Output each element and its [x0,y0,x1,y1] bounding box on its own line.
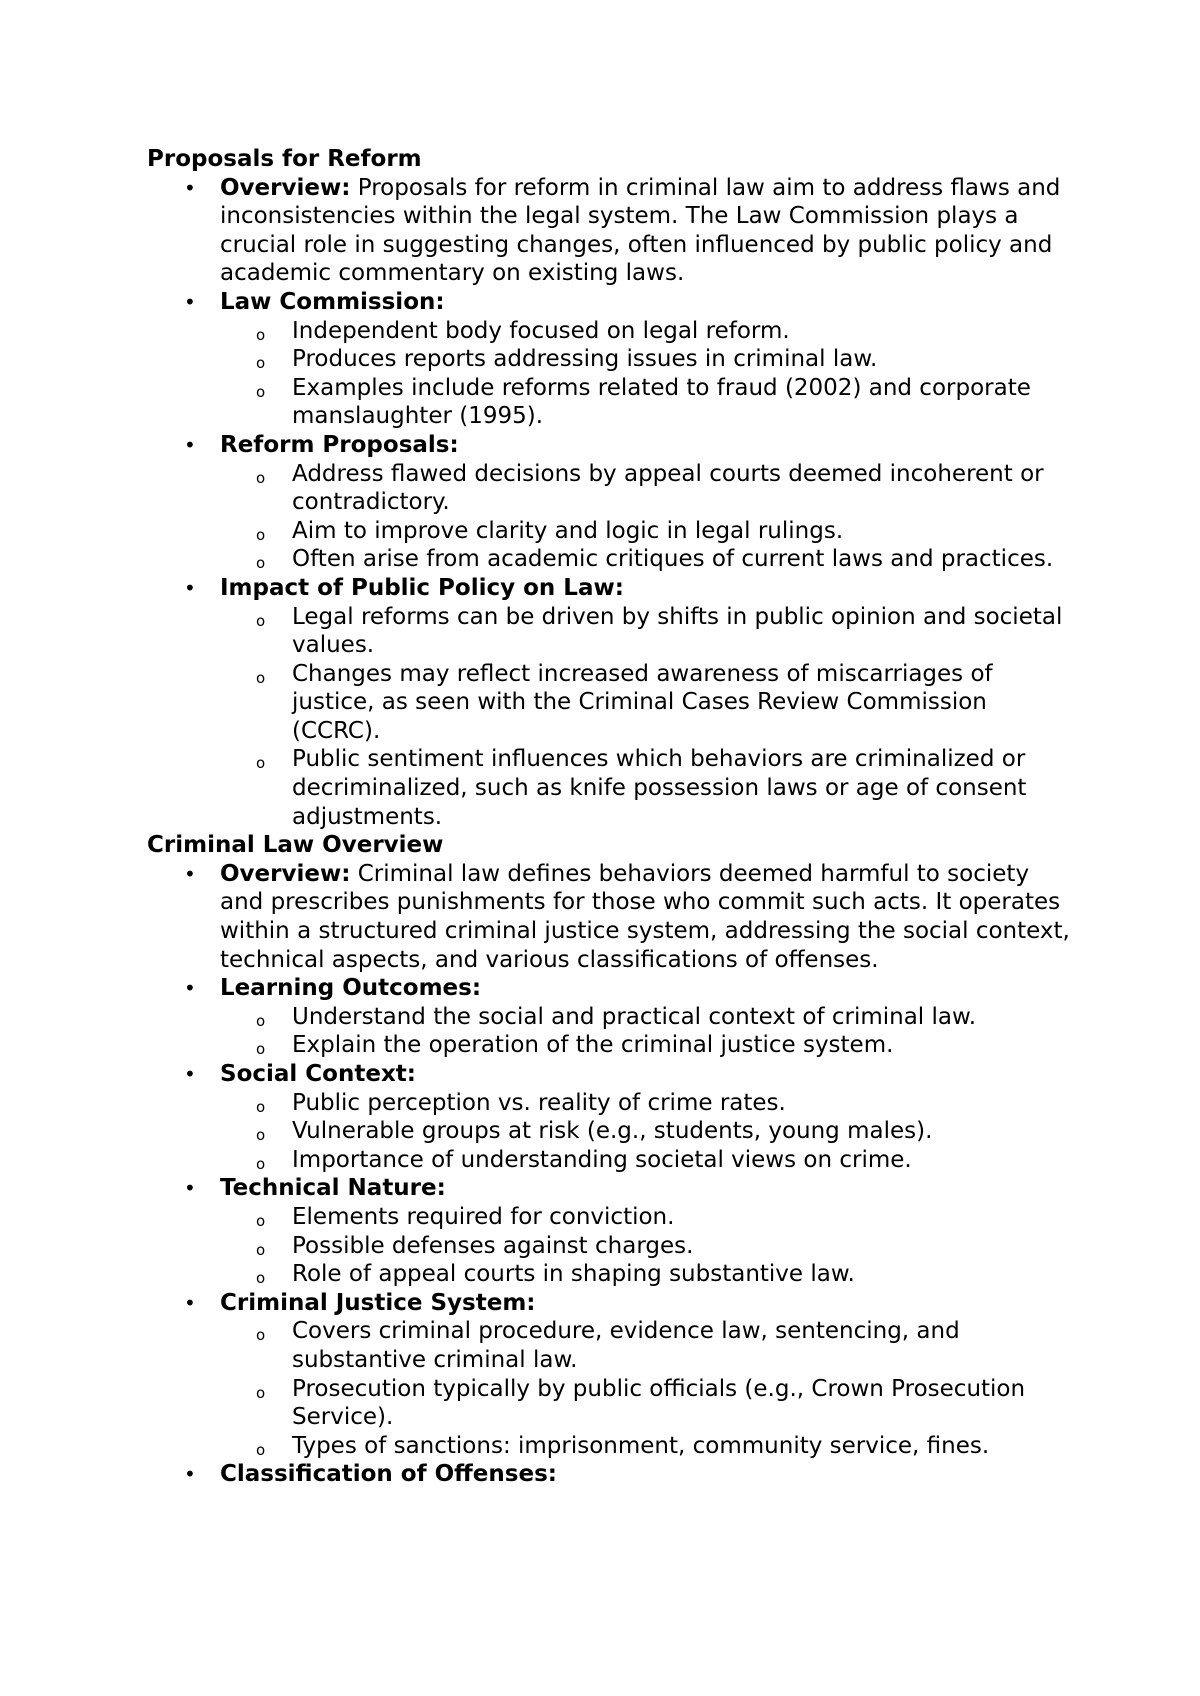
section-heading: Criminal Law Overview [147,832,444,859]
sub-bullet-item [256,1317,1077,1374]
sub-bullet-text: Address flawed decisions by appeal courts deemed incoherent or contradictory. [292,460,1044,516]
sub-bullet-item [256,1203,1077,1232]
sub-bullet-item [256,1003,1077,1032]
sub-bullet-item [256,1260,1077,1289]
circle-bullet-icon: o [256,525,266,544]
sub-bullet-list [220,1317,1077,1460]
bullet-label: Technical Nature: [220,1175,446,1202]
sub-bullet-item [256,1146,1077,1175]
bullet-icon: • [184,432,196,457]
sub-bullet-text: Public perception vs. reality of crime rates. [292,1089,786,1116]
sub-bullet-text: Legal reforms can be driven by shifts in public opinion and societal values. [292,603,1063,659]
bullet-item [184,574,1077,831]
sub-bullet-text: Role of appeal courts in shaping substantive law. [292,1261,855,1288]
sub-bullet-item [256,660,1077,746]
bullet-icon: • [184,175,196,200]
sub-bullet-item [256,1031,1077,1060]
sub-bullet-text: Changes may reflect increased awareness of miscarriages of justice, as seen with the Criminal Cases Review Commission (CCRC). [292,660,993,744]
bullet-icon: • [184,289,196,314]
circle-bullet-icon: o [256,611,266,630]
sub-bullet-list [220,317,1077,431]
bullet-label: Overview: [220,174,351,201]
bullet-item [184,174,1077,288]
bullet-icon: • [184,575,196,600]
circle-bullet-icon: o [256,1097,266,1116]
bullet-item [184,288,1077,431]
sub-bullet-item [256,745,1077,831]
sub-bullet-text: Produces reports addressing issues in criminal law. [292,346,878,373]
sub-bullet-item [256,517,1077,546]
sub-bullet-text: Public sentiment influences which behaviors are criminalized or decriminalized, such as knife possession laws or age of consent adjustments. [292,746,1027,830]
sub-bullet-text: Importance of understanding societal views on crime. [292,1146,912,1173]
circle-bullet-icon: o [256,325,266,344]
sub-bullet-list [220,1089,1077,1175]
sub-bullet-item [256,1232,1077,1261]
circle-bullet-icon: o [256,1211,266,1230]
bullet-item [184,1289,1077,1461]
bullet-label: Classification of Offenses: [220,1461,557,1488]
sub-bullet-item [256,460,1077,517]
sub-bullet-text: Independent body focused on legal reform. [292,317,790,344]
circle-bullet-icon: o [256,1269,266,1288]
bullet-label: Criminal Justice System: [220,1289,536,1316]
sub-bullet-item [256,545,1077,574]
sub-bullet-text: Understand the social and practical context of criminal law. [292,1003,977,1030]
bullet-item [184,860,1077,974]
circle-bullet-icon: o [256,1240,266,1259]
circle-bullet-icon: o [256,1126,266,1145]
bullet-icon: • [184,1062,196,1086]
bullet-icon: • [184,1176,196,1201]
circle-bullet-icon: o [256,1326,266,1345]
sub-bullet-text: Elements required for conviction. [292,1203,675,1230]
bullet-list [147,860,1077,1489]
sub-bullet-list [220,460,1077,574]
sub-bullet-text: Vulnerable groups at risk (e.g., students, young males). [292,1118,933,1145]
bullet-label: Impact of Public Policy on Law: [220,574,624,601]
sub-bullet-list [220,603,1077,832]
sub-bullet-list [220,1003,1077,1060]
circle-bullet-icon: o [256,354,266,373]
bullet-item [184,431,1077,574]
circle-bullet-icon: o [256,554,266,573]
sub-bullet-text: Aim to improve clarity and logic in legal rulings. [292,517,844,544]
sub-bullet-item [256,1117,1077,1146]
sub-bullet-text: Prosecution typically by public officials (e.g., Crown Prosecution Service). [292,1375,1026,1431]
sub-bullet-item [256,1089,1077,1118]
circle-bullet-icon: o [256,1440,266,1459]
circle-bullet-icon: o [256,1011,266,1030]
circle-bullet-icon: o [256,382,266,401]
bullet-item [184,1060,1077,1174]
circle-bullet-icon: o [256,754,266,773]
circle-bullet-icon: o [256,1383,266,1402]
circle-bullet-icon: o [256,1040,266,1059]
bullet-item [184,1460,1077,1489]
sub-bullet-item [256,1432,1077,1461]
bullet-item [184,1174,1077,1288]
bullet-item [184,974,1077,1060]
sub-bullet-text: Types of sanctions: imprisonment, community service, fines. [292,1432,990,1459]
bullet-label: Law Commission: [220,288,445,315]
bullet-label: Reform Proposals: [220,431,459,458]
sub-bullet-item [256,1375,1077,1432]
sub-bullet-item [256,374,1077,431]
sub-bullet-list [220,1203,1077,1289]
bullet-label: Learning Outcomes: [220,975,482,1002]
bullet-list [147,174,1077,832]
sub-bullet-text: Examples include reforms related to fraud (2002) and corporate manslaughter (1995). [292,374,1031,430]
sub-bullet-item [256,317,1077,346]
sub-bullet-text: Possible defenses against charges. [292,1232,694,1259]
sub-bullet-item [256,345,1077,374]
sub-bullet-text: Explain the operation of the criminal justice system. [292,1032,894,1059]
bullet-text: Proposals for reform in criminal law aim to address flaws and inconsistencies within the legal system. The Law Commission plays a crucial role in suggesting changes, often influenced by public policy and academic commentary on existing laws. [220,174,1061,287]
bullet-text: Criminal law defines behaviors deemed harmful to society and prescribes punishments for those who commit such acts. It operates within a structured criminal justice system, addressing the social context, technical aspects, and various classifications of offenses. [220,860,1070,973]
sub-bullet-text: Often arise from academic critiques of current laws and practices. [292,546,1054,573]
document-content [147,145,1077,1489]
bullet-icon: • [184,861,196,886]
circle-bullet-icon: o [256,1154,266,1173]
circle-bullet-icon: o [256,668,266,687]
bullet-icon: • [184,1290,196,1315]
bullet-icon: • [184,1462,196,1487]
bullet-icon: • [184,976,196,1001]
bullet-label: Social Context: [220,1061,416,1087]
circle-bullet-icon: o [256,468,266,487]
bullet-label: Overview: [220,860,351,887]
sub-bullet-item [256,603,1077,660]
sub-bullet-text: Covers criminal procedure, evidence law, sentencing, and substantive criminal law. [292,1318,960,1373]
section-heading: Proposals for Reform [147,146,422,172]
